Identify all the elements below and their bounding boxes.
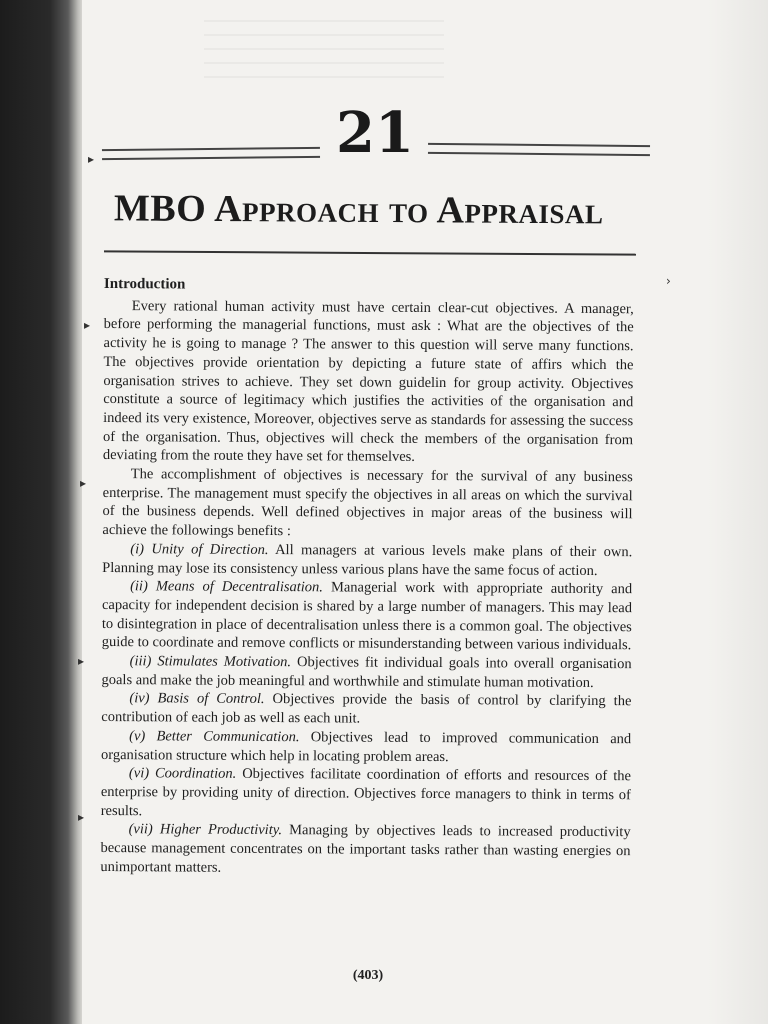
show-through-text	[204, 20, 444, 90]
benefit-item	[101, 764, 631, 823]
benefit-title: (i) Unity of Direction.	[130, 541, 269, 558]
benefit-text: Managerial work with appropriate authority and capacity for independent decision is shared by a large number of managers. This may lead to disintegration in place of decentralisation unless there is a common goal. The objectives guide to coordinate and remove conflicts or misunderstanding between various individuals.	[101, 579, 633, 654]
chapter-number: 21	[336, 100, 414, 166]
book-page	[78, 0, 768, 1024]
benefit-text: Objectives fit individual goals into overall organisation goals and make the job meaningful and worthwhile and stimulate human motivation.	[101, 654, 632, 691]
title-underline	[104, 250, 636, 255]
paragraph: The accomplishment of objectives is necessary for the survival of any business enterprise. The management must specify the objectives in all areas on which the survival of the business depends. Well defined objectives in major areas of the business will achieve the followings benefits :	[102, 466, 633, 540]
benefit-title: (ii) Means of Decentralisation.	[130, 578, 324, 596]
benefit-text: Objectives lead to improved communication and organisation structure which help in locating problem areas.	[101, 729, 632, 765]
benefit-text: Objectives provide the basis of control by clarifying the contribution of each job as well as each unit.	[101, 691, 632, 727]
paragraph: Every rational human activity must have certain clear-cut objectives. A manager, before performing the managerial functions, must ask : What are the objectives of the activity he is going to manage ? The answer to this question will serve many functions. The objectives provide orientation by depicting a future state of affirs which the organisation strives to achieve. They set down guidelin for group activity. Objectives constitute a source of legitimacy which justifies the activities of the organisation and indeed its very existence, Moreover, objectives serve as standards for assessing the success of the organisation. Thus, objectives will check the members of the organisation from deviating from the route they have set for themselves.	[102, 297, 634, 466]
margin-tick-mark: ▸	[78, 654, 85, 668]
chapter-header	[102, 100, 650, 170]
margin-tick-mark: ▸	[80, 476, 87, 490]
chapter-title: MBO Approach to Appraisal	[113, 187, 604, 233]
benefit-title: (iv) Basis of Control.	[129, 690, 265, 708]
benefit-title: (iii) Stimulates Motivation.	[129, 653, 292, 671]
benefit-text: All managers at various levels make plans of their own. Planning may lose its consistency unless various plans have the same focus of action.	[102, 541, 633, 579]
chapter-rule-left	[102, 147, 320, 160]
benefit-text: Objectives facilitate coordination of efforts and resources of the enterprise by providing unity of direction. Objectives force managers to think in terms of results.	[100, 766, 631, 819]
benefit-item	[101, 652, 631, 693]
benefit-item	[102, 577, 632, 655]
chapter-rule-right	[428, 143, 650, 156]
benefit-item	[100, 820, 630, 879]
margin-tick-mark: ▸	[88, 152, 95, 166]
benefit-title: (vi) Coordination.	[128, 765, 237, 783]
body-text	[100, 275, 634, 880]
page-number: (403)	[352, 968, 384, 983]
margin-tick-mark: ▸	[84, 318, 91, 332]
benefit-item	[101, 689, 631, 730]
margin-tick-mark: ▸	[78, 810, 85, 824]
benefit-title: (vii) Higher Productivity.	[128, 821, 283, 839]
book-binding-shadow	[0, 0, 85, 1024]
margin-tick-mark: ›	[666, 274, 671, 288]
section-heading: Introduction	[103, 275, 186, 293]
benefit-item	[102, 540, 632, 581]
benefit-title: (v) Better Communication.	[129, 728, 300, 746]
benefit-text: Managing by objectives leads to increased productivity because management concentrates on the important tasks rather than wasting energies on unimportant matters.	[100, 822, 631, 876]
benefit-item	[101, 727, 631, 768]
